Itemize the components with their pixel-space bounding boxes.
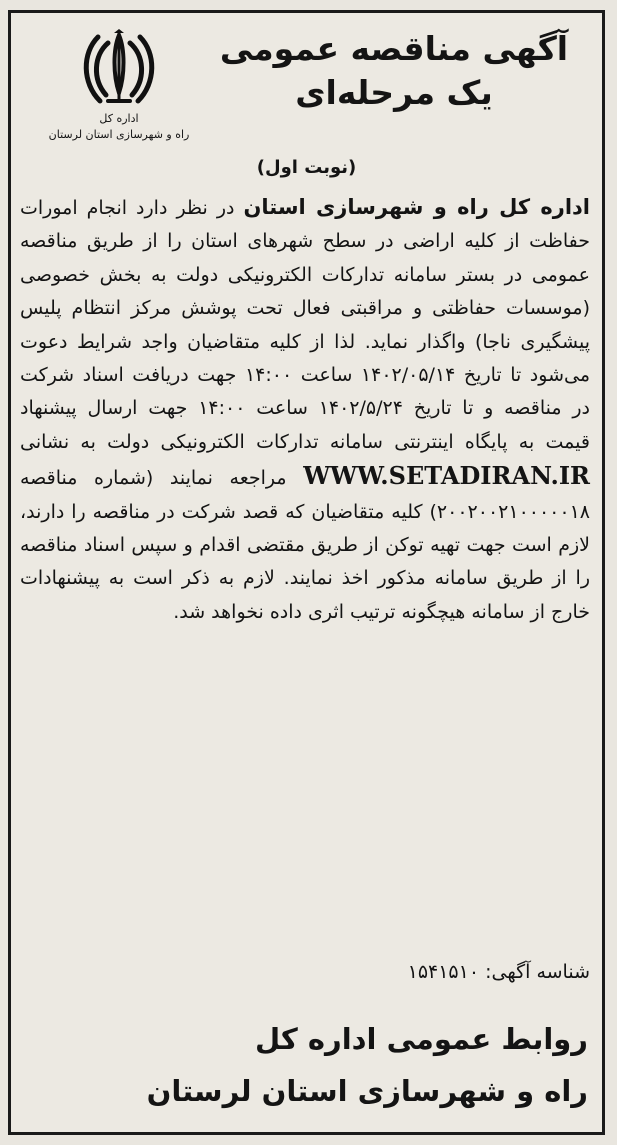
org-name-bold: اداره کل راه و شهرسازی استان <box>243 195 590 219</box>
footer-line1: روابط عمومی اداره کل <box>255 1022 588 1056</box>
org-name-line2: راه و شهرسازی استان لرستان <box>48 128 190 141</box>
iran-emblem-icon <box>80 29 158 111</box>
ad-title: آگهی مناقصه عمومی <box>219 29 569 68</box>
issue-number: (نوبت اول) <box>256 157 357 178</box>
title-block <box>204 27 584 115</box>
ad-body <box>20 191 590 629</box>
body-text-part1: در نظر دارد انجام امورات حفاظت از کلیه اراضی در سطح شهرهای استان را از طریق مناقصه عمومی در بستر سامانه تدارکات الکترونیکی دولت به بخش خصوصی (موسسات حفاظتی و مراقبتی فعال تحت پوشش مرکز انتظام پلیس پیشگیری ناجا) واگذار نماید. لذا از کلیه متقاضیان واجد شرایط دعوت می‌شود تا تاریخ ۱۴۰۲/۰۵/۱۴ ساعت ۱۴:۰۰ جهت دریافت اسناد شرکت در مناقصه و تا تاریخ ۱۴۰۲/۵/۲۴ ساعت ۱۴:۰۰ جهت ارسال پیشنهاد قیمت به پایگاه اینترنتی سامانه تدارکات الکترونیکی دولت به نشانی <box>20 197 590 453</box>
header <box>19 27 592 165</box>
ad-identifier: شناسه آگهی: ۱۵۴۱۵۱۰ <box>407 961 590 983</box>
organization-block <box>19 27 219 143</box>
footer-line2: راه و شهرسازی استان لرستان <box>146 1074 588 1108</box>
website-link[interactable]: WWW.SETADIRAN.IR <box>303 461 590 491</box>
ad-title-sub: یک مرحله‌ای <box>295 73 493 112</box>
advertisement-frame <box>8 10 605 1135</box>
org-name-line1: اداره کل <box>99 112 139 125</box>
body-text-part2: مراجعه نمایند (شماره مناقصه ۲۰۰۲۰۰۲۱۰۰۰۰۰۱۸) کلیه متقاضیان که قصد شرکت در مناقصه را دارند، لازم است جهت تهیه توکن از طریق مقتضی اقدام و سپس اسناد مناقصه را از طریق سامانه مذکور اخذ نمایند. لازم به ذکر است به پیشنهادات خارج از سامانه هیچگونه ترتیب اثری داده نخواهد شد. <box>20 467 590 623</box>
